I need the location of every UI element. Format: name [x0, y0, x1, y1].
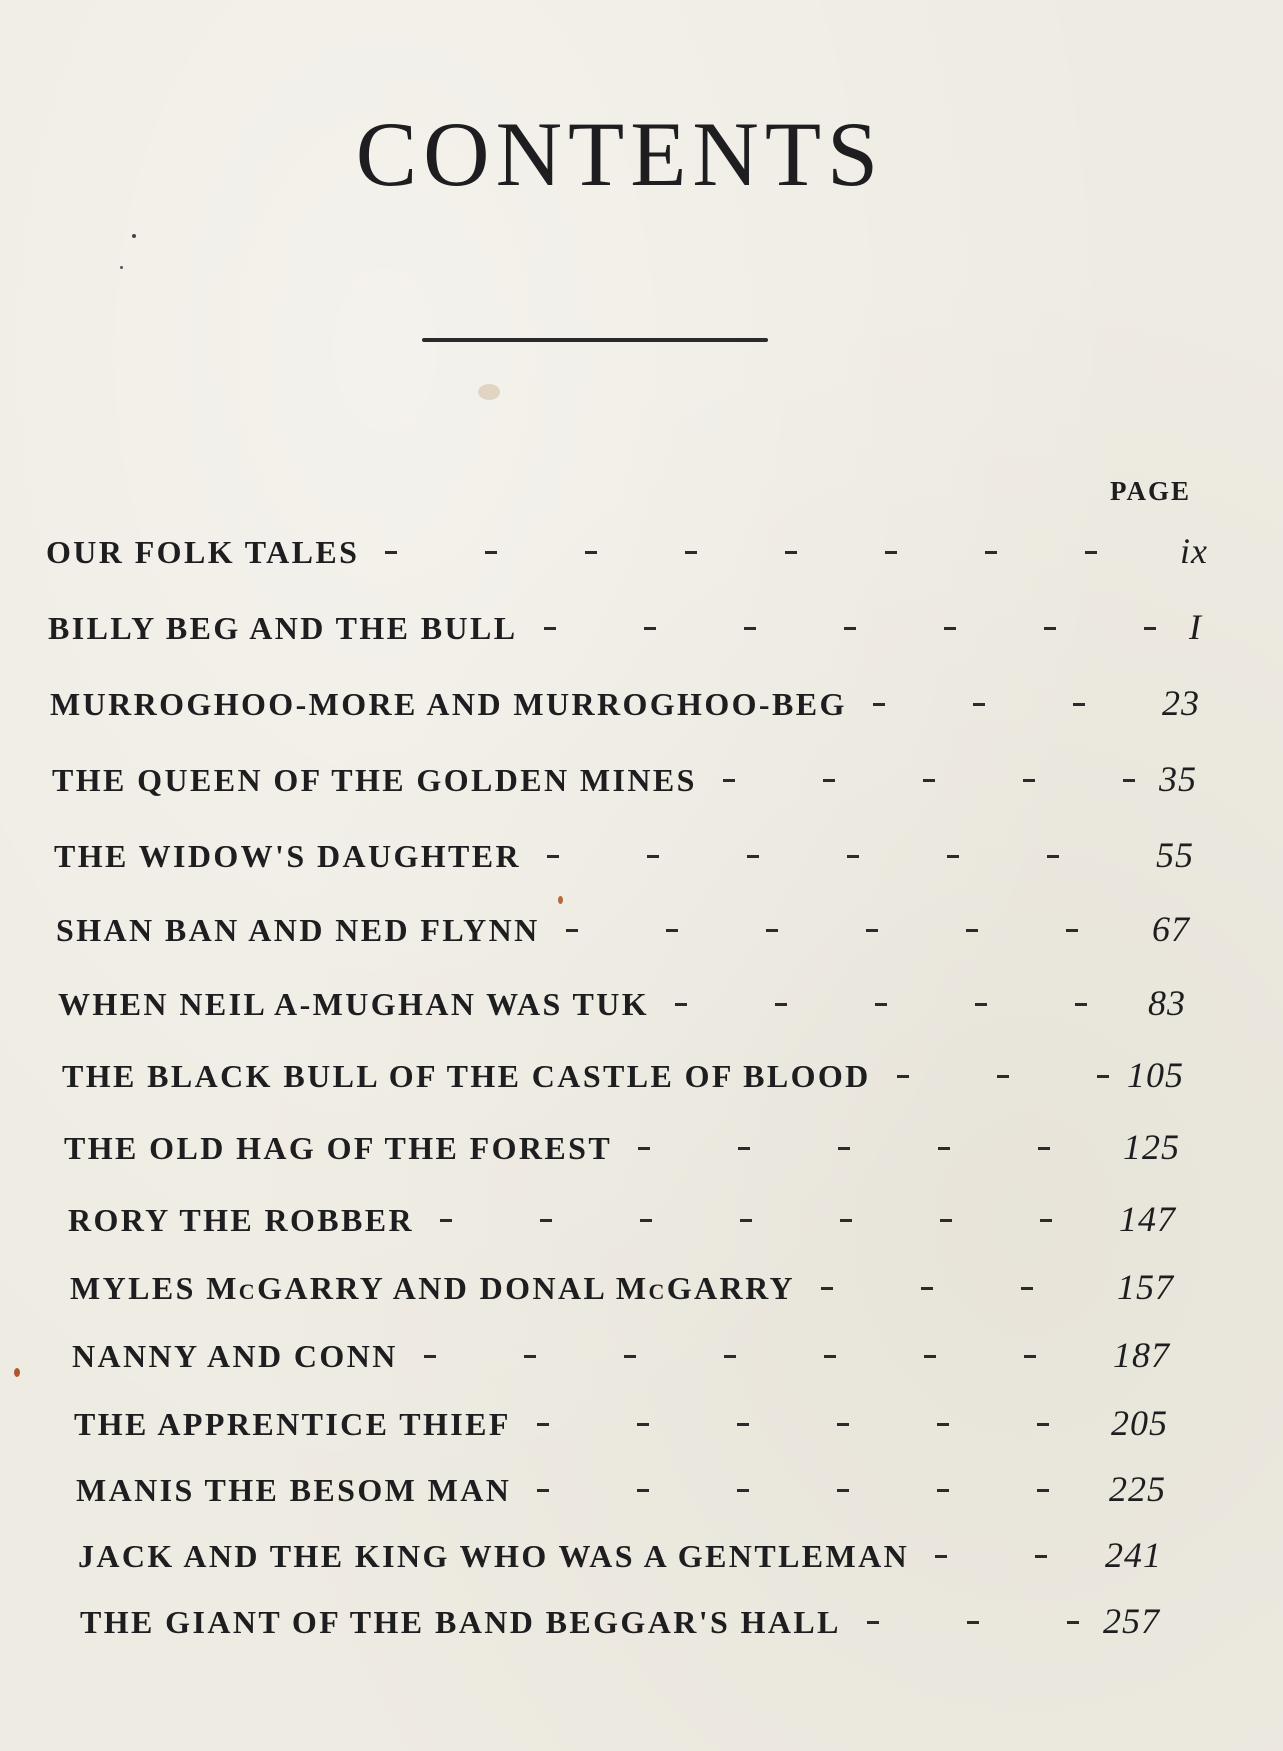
toc-entry: [64, 1126, 1180, 1170]
toc-title: WHEN NEIL A-MUGHAN WAS TUK: [58, 986, 650, 1022]
ink-speck: [120, 266, 123, 269]
toc-title: NANNY AND CONN: [72, 1338, 398, 1374]
dot-leader: [638, 1147, 1109, 1150]
toc-page-number: 35: [1159, 759, 1197, 799]
toc-entry: [56, 908, 1190, 952]
toc-title: THE BLACK BULL OF THE CASTLE OF BLOOD: [62, 1058, 871, 1094]
toc-entry: [70, 1266, 1174, 1310]
toc-title: THE QUEEN OF THE GOLDEN MINES: [52, 762, 697, 798]
ink-speck: [132, 234, 136, 238]
dot-leader: [385, 551, 1166, 554]
dot-leader: [897, 1075, 1113, 1078]
toc-entry: [46, 530, 1208, 574]
toc-title: MYLES McGARRY AND DONAL McGARRY: [70, 1270, 795, 1306]
page-title: CONTENTS: [355, 103, 885, 205]
dot-leader: [544, 627, 1175, 630]
toc-title: SHAN BAN AND NED FLYNN: [56, 912, 540, 948]
toc-entry: [68, 1198, 1176, 1242]
toc-page-number: 257: [1103, 1601, 1160, 1641]
toc-title: OUR FOLK TALES: [46, 534, 360, 570]
toc-page-number: I: [1189, 607, 1202, 647]
dot-leader: [537, 1423, 1097, 1426]
toc-page-number: 105: [1127, 1055, 1184, 1095]
toc-title: THE GIANT OF THE BAND BEGGAR'S HALL: [80, 1604, 841, 1640]
dot-leader: [873, 703, 1148, 706]
toc-entry: [52, 758, 1197, 802]
toc-page-number: 157: [1117, 1267, 1174, 1307]
toc-entry: [50, 682, 1200, 726]
toc-entry: [78, 1534, 1162, 1578]
dot-leader: [675, 1003, 1134, 1006]
toc-entry: [72, 1334, 1170, 1378]
toc-page-number: ix: [1180, 531, 1208, 571]
dot-leader: [547, 855, 1142, 858]
dot-leader: [867, 1621, 1089, 1624]
toc-page-number: 23: [1162, 683, 1200, 723]
dot-leader: [537, 1489, 1095, 1492]
toc-page-number: 241: [1105, 1535, 1162, 1575]
toc-entry: [48, 606, 1202, 650]
toc-title: MANIS THE BESOM MAN: [76, 1472, 512, 1508]
toc-page-number: 67: [1152, 909, 1190, 949]
toc-title: RORY THE ROBBER: [68, 1202, 415, 1238]
toc-page-number: 187: [1113, 1335, 1170, 1375]
toc-title: JACK AND THE KING WHO WAS A GENTLEMAN: [78, 1538, 910, 1574]
toc-page-number: 55: [1156, 835, 1194, 875]
dot-leader: [566, 929, 1138, 932]
foxing-stain: [14, 1368, 20, 1377]
toc-entry: [58, 982, 1186, 1026]
toc-entry: [76, 1468, 1166, 1512]
toc-title: BILLY BEG AND THE BULL: [48, 610, 518, 646]
toc-entry: [54, 834, 1194, 878]
dot-leader: [935, 1555, 1091, 1558]
toc-title: THE APPRENTICE THIEF: [74, 1406, 511, 1442]
dot-leader: [723, 779, 1145, 782]
dot-leader: [440, 1219, 1105, 1222]
foxing-stain: [478, 384, 500, 400]
toc-page-number: 205: [1111, 1403, 1168, 1443]
toc-page-number: 83: [1148, 983, 1186, 1023]
toc-page-number: 225: [1109, 1469, 1166, 1509]
toc-page-number: 147: [1119, 1199, 1176, 1239]
toc-entry: [74, 1402, 1168, 1446]
toc-page-number: 125: [1123, 1127, 1180, 1167]
dot-leader: [821, 1287, 1103, 1290]
toc-title: THE OLD HAG OF THE FOREST: [64, 1130, 613, 1166]
foxing-stain: [558, 896, 563, 904]
toc-title: MURROGHOO-MORE AND MURROGHOO-BEG: [50, 686, 847, 722]
toc-entry: [62, 1054, 1184, 1098]
page-column-label: PAGE: [1110, 476, 1191, 506]
dot-leader: [424, 1355, 1099, 1358]
toc-title: THE WIDOW'S DAUGHTER: [54, 838, 522, 874]
toc-entry: [80, 1600, 1160, 1644]
